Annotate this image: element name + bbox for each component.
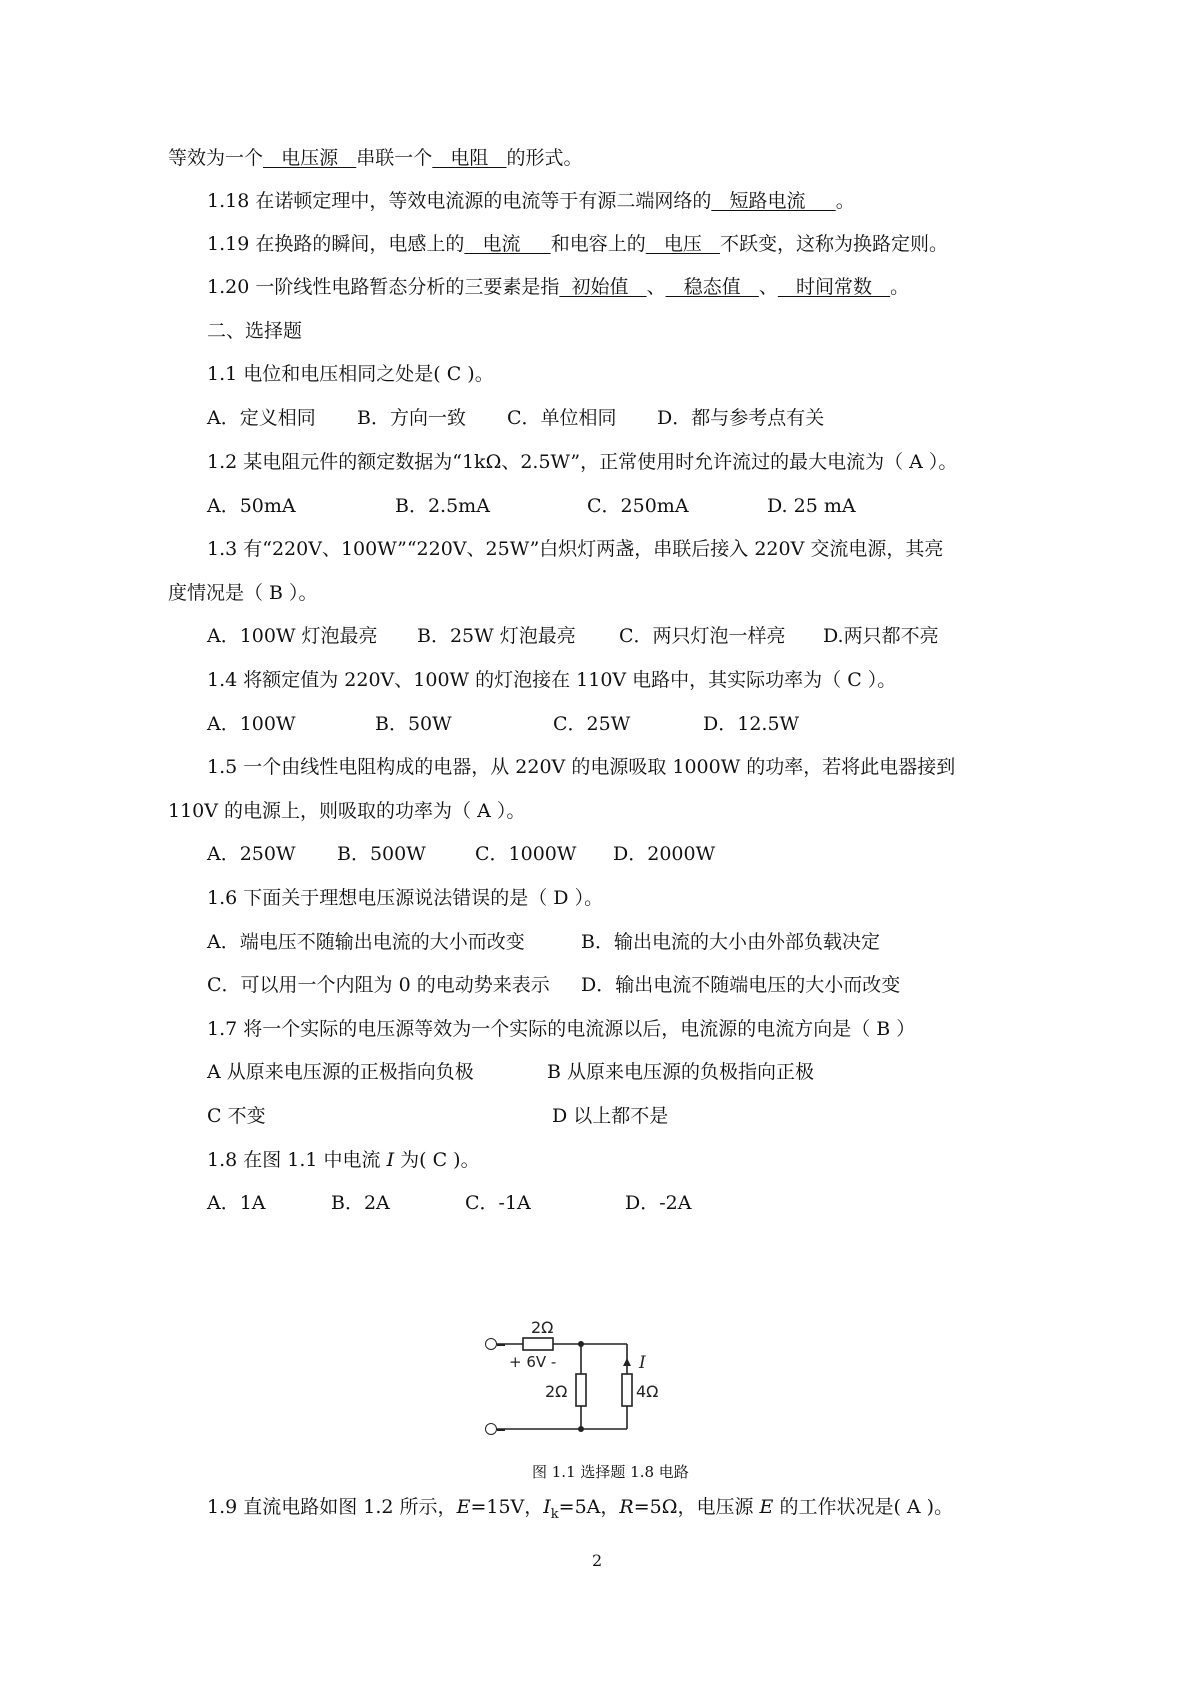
option-d: D．都与参考点有关 [657, 407, 825, 429]
text: 1.8 在图 1.1 中电流 [207, 1149, 387, 1171]
text: 等效为一个 [168, 147, 264, 169]
question-1-3-line1: 1.3 有“220V、100W”“220V、25W”白炽灯两盏，串联后接入 220V 交流电源，其亮 [207, 538, 944, 560]
blank-answer: 时间常数 [777, 276, 891, 298]
option-b: B．500W [337, 843, 426, 865]
label-r-middle: 2Ω [545, 1382, 568, 1401]
text: =5A， [558, 1496, 620, 1518]
label-current: I [639, 1353, 646, 1373]
text: 和电容上的 [550, 233, 646, 255]
circuit-diagram [509, 1318, 705, 1447]
question-1-7: 1.7 将一个实际的电压源等效为一个实际的电流源以后，电流源的电流方向是（ B ） [207, 1018, 916, 1040]
option-c: C．1000W [475, 843, 577, 865]
resistor-middle [576, 1374, 586, 1406]
label-voltage: + 6V - [509, 1353, 557, 1371]
question-1-4: 1.4 将额定值为 220V、100W 的灯泡接在 110V 电路中，其实际功率为（ C ）。 [207, 669, 897, 691]
junction-dot [578, 1426, 584, 1432]
blank-answer: 电阻 [432, 147, 507, 169]
current-arrow [623, 1358, 631, 1366]
option-d: D．-2A [625, 1192, 692, 1214]
text: 。 [835, 190, 855, 212]
option-c: C．25W [553, 713, 631, 735]
question-1-19 [207, 232, 948, 256]
wire-stub [497, 1429, 505, 1431]
text: =5Ω，电压源 [633, 1496, 760, 1518]
question-1-9 [207, 1495, 953, 1527]
option-c: C．250mA [587, 495, 689, 517]
question-1-5-line1: 1.5 一个由线性电阻构成的电器，从 220V 的电源吸取 1000W 的功率，若将此电器接到 [207, 756, 956, 778]
option-d: D 以上都不是 [552, 1105, 669, 1127]
label-r-right: 4Ω [636, 1382, 659, 1401]
text: 1.18 在诺顿定理中，等效电流源的电流等于有源二端网络的 [207, 190, 712, 212]
text: 1.9 直流电路如图 1.2 所示， [207, 1496, 457, 1518]
text: 的形式。 [506, 147, 583, 169]
terminal-bottom [485, 1423, 497, 1435]
option-d: D. 25 mA [767, 495, 856, 517]
option-c: C．可以用一个内阻为 0 的电动势来表示 [207, 974, 550, 996]
option-a: A．250W [207, 843, 296, 865]
question-1-1: 1.1 电位和电压相同之处是( C )。 [207, 363, 494, 385]
option-a: A．50mA [207, 495, 296, 517]
blank-answer: 短路电流 [711, 190, 836, 212]
option-d: D．2000W [613, 843, 716, 865]
options-1-7-row1 [207, 1060, 1007, 1084]
text: 串联一个 [356, 147, 433, 169]
options-1-1 [207, 406, 1007, 430]
var-e: E [759, 1496, 774, 1518]
var-i: I [543, 1496, 551, 1518]
option-b: B．25W 灯泡最亮 [417, 625, 576, 647]
text: 1.19 在换路的瞬间，电感上的 [207, 233, 465, 255]
option-b: B．方向一致 [357, 407, 466, 429]
current-variable: I [386, 1149, 395, 1171]
option-c: C．-1A [465, 1192, 531, 1214]
text: 的工作状况是( A )。 [773, 1496, 954, 1518]
option-c: C．两只灯泡一样亮 [619, 625, 786, 647]
junction-dot [578, 1341, 584, 1347]
var-r: R [619, 1496, 634, 1518]
question-1-3-line2: 度情况是（ B ）。 [168, 582, 318, 604]
question-1-2: 1.2 某电阻元件的额定数据为“1kΩ、2.5W”，正常使用时允许流过的最大电流为（ A ）。 [207, 451, 958, 473]
options-1-6-row1 [207, 930, 1007, 954]
option-c: C．单位相同 [507, 407, 617, 429]
text: 1.20 一阶线性电路暂态分析的三要素是指 [207, 276, 560, 298]
text: 、 [758, 276, 778, 298]
terminal-top [485, 1338, 497, 1350]
resistor-top [523, 1338, 553, 1350]
question-1-5-line2: 110V 的电源上，则吸取的功率为（ A ）。 [168, 800, 526, 822]
blank-answer: 电压源 [263, 147, 357, 169]
option-b: B．输出电流的大小由外部负载决定 [581, 931, 880, 953]
option-b: B．50W [375, 713, 452, 735]
option-d: D.两只都不亮 [823, 625, 939, 647]
options-1-2 [207, 494, 1007, 518]
section-heading: 二、选择题 [207, 320, 303, 342]
option-b: B．2A [331, 1192, 390, 1214]
option-a: A．端电压不随输出电流的大小而改变 [207, 931, 525, 953]
options-1-8 [207, 1191, 1007, 1215]
option-a: A．定义相同 [207, 407, 316, 429]
resistor-right [622, 1374, 632, 1406]
blank-answer: 初始值 [559, 276, 647, 298]
fill-line-intro [168, 146, 583, 170]
blank-answer: 电压 [645, 233, 720, 255]
text: 不跃变，这称为换路定则。 [719, 233, 948, 255]
option-b: B 从原来电压源的负极指向正极 [547, 1061, 815, 1083]
blank-answer: 电流 [464, 233, 551, 255]
question-1-8 [207, 1148, 480, 1172]
options-1-7-row2 [207, 1104, 1007, 1128]
text: 。 [890, 276, 910, 298]
option-b: B．2.5mA [395, 495, 490, 517]
options-1-5 [207, 842, 1007, 866]
option-a: A．100W [207, 713, 296, 735]
options-1-4 [207, 712, 1007, 736]
question-1-6: 1.6 下面关于理想电压源说法错误的是（ D ）。 [207, 887, 604, 909]
blank-answer: 稳态值 [665, 276, 759, 298]
page-number: 2 [592, 1551, 603, 1570]
wire-stub [497, 1344, 505, 1346]
option-c: C 不变 [207, 1105, 266, 1127]
circuit-figure [509, 1318, 705, 1451]
figure-caption: 图 1.1 选择题 1.8 电路 [532, 1463, 689, 1481]
text: 、 [646, 276, 666, 298]
subscript: k [550, 1506, 559, 1522]
var-e: E [456, 1496, 471, 1518]
option-a: A．100W 灯泡最亮 [207, 625, 378, 647]
question-1-20 [207, 275, 909, 299]
text: 为( C )。 [394, 1149, 480, 1171]
option-d: D．输出电流不随端电压的大小而改变 [581, 974, 901, 996]
text: =15V， [470, 1496, 544, 1518]
label-r-top: 2Ω [531, 1318, 554, 1337]
question-1-18 [207, 189, 855, 213]
options-1-6-row2 [207, 973, 1007, 997]
option-a: A 从原来电压源的正极指向负极 [207, 1061, 474, 1083]
option-d: D．12.5W [703, 713, 800, 735]
options-1-3 [207, 624, 1007, 648]
option-a: A．1A [207, 1192, 266, 1214]
